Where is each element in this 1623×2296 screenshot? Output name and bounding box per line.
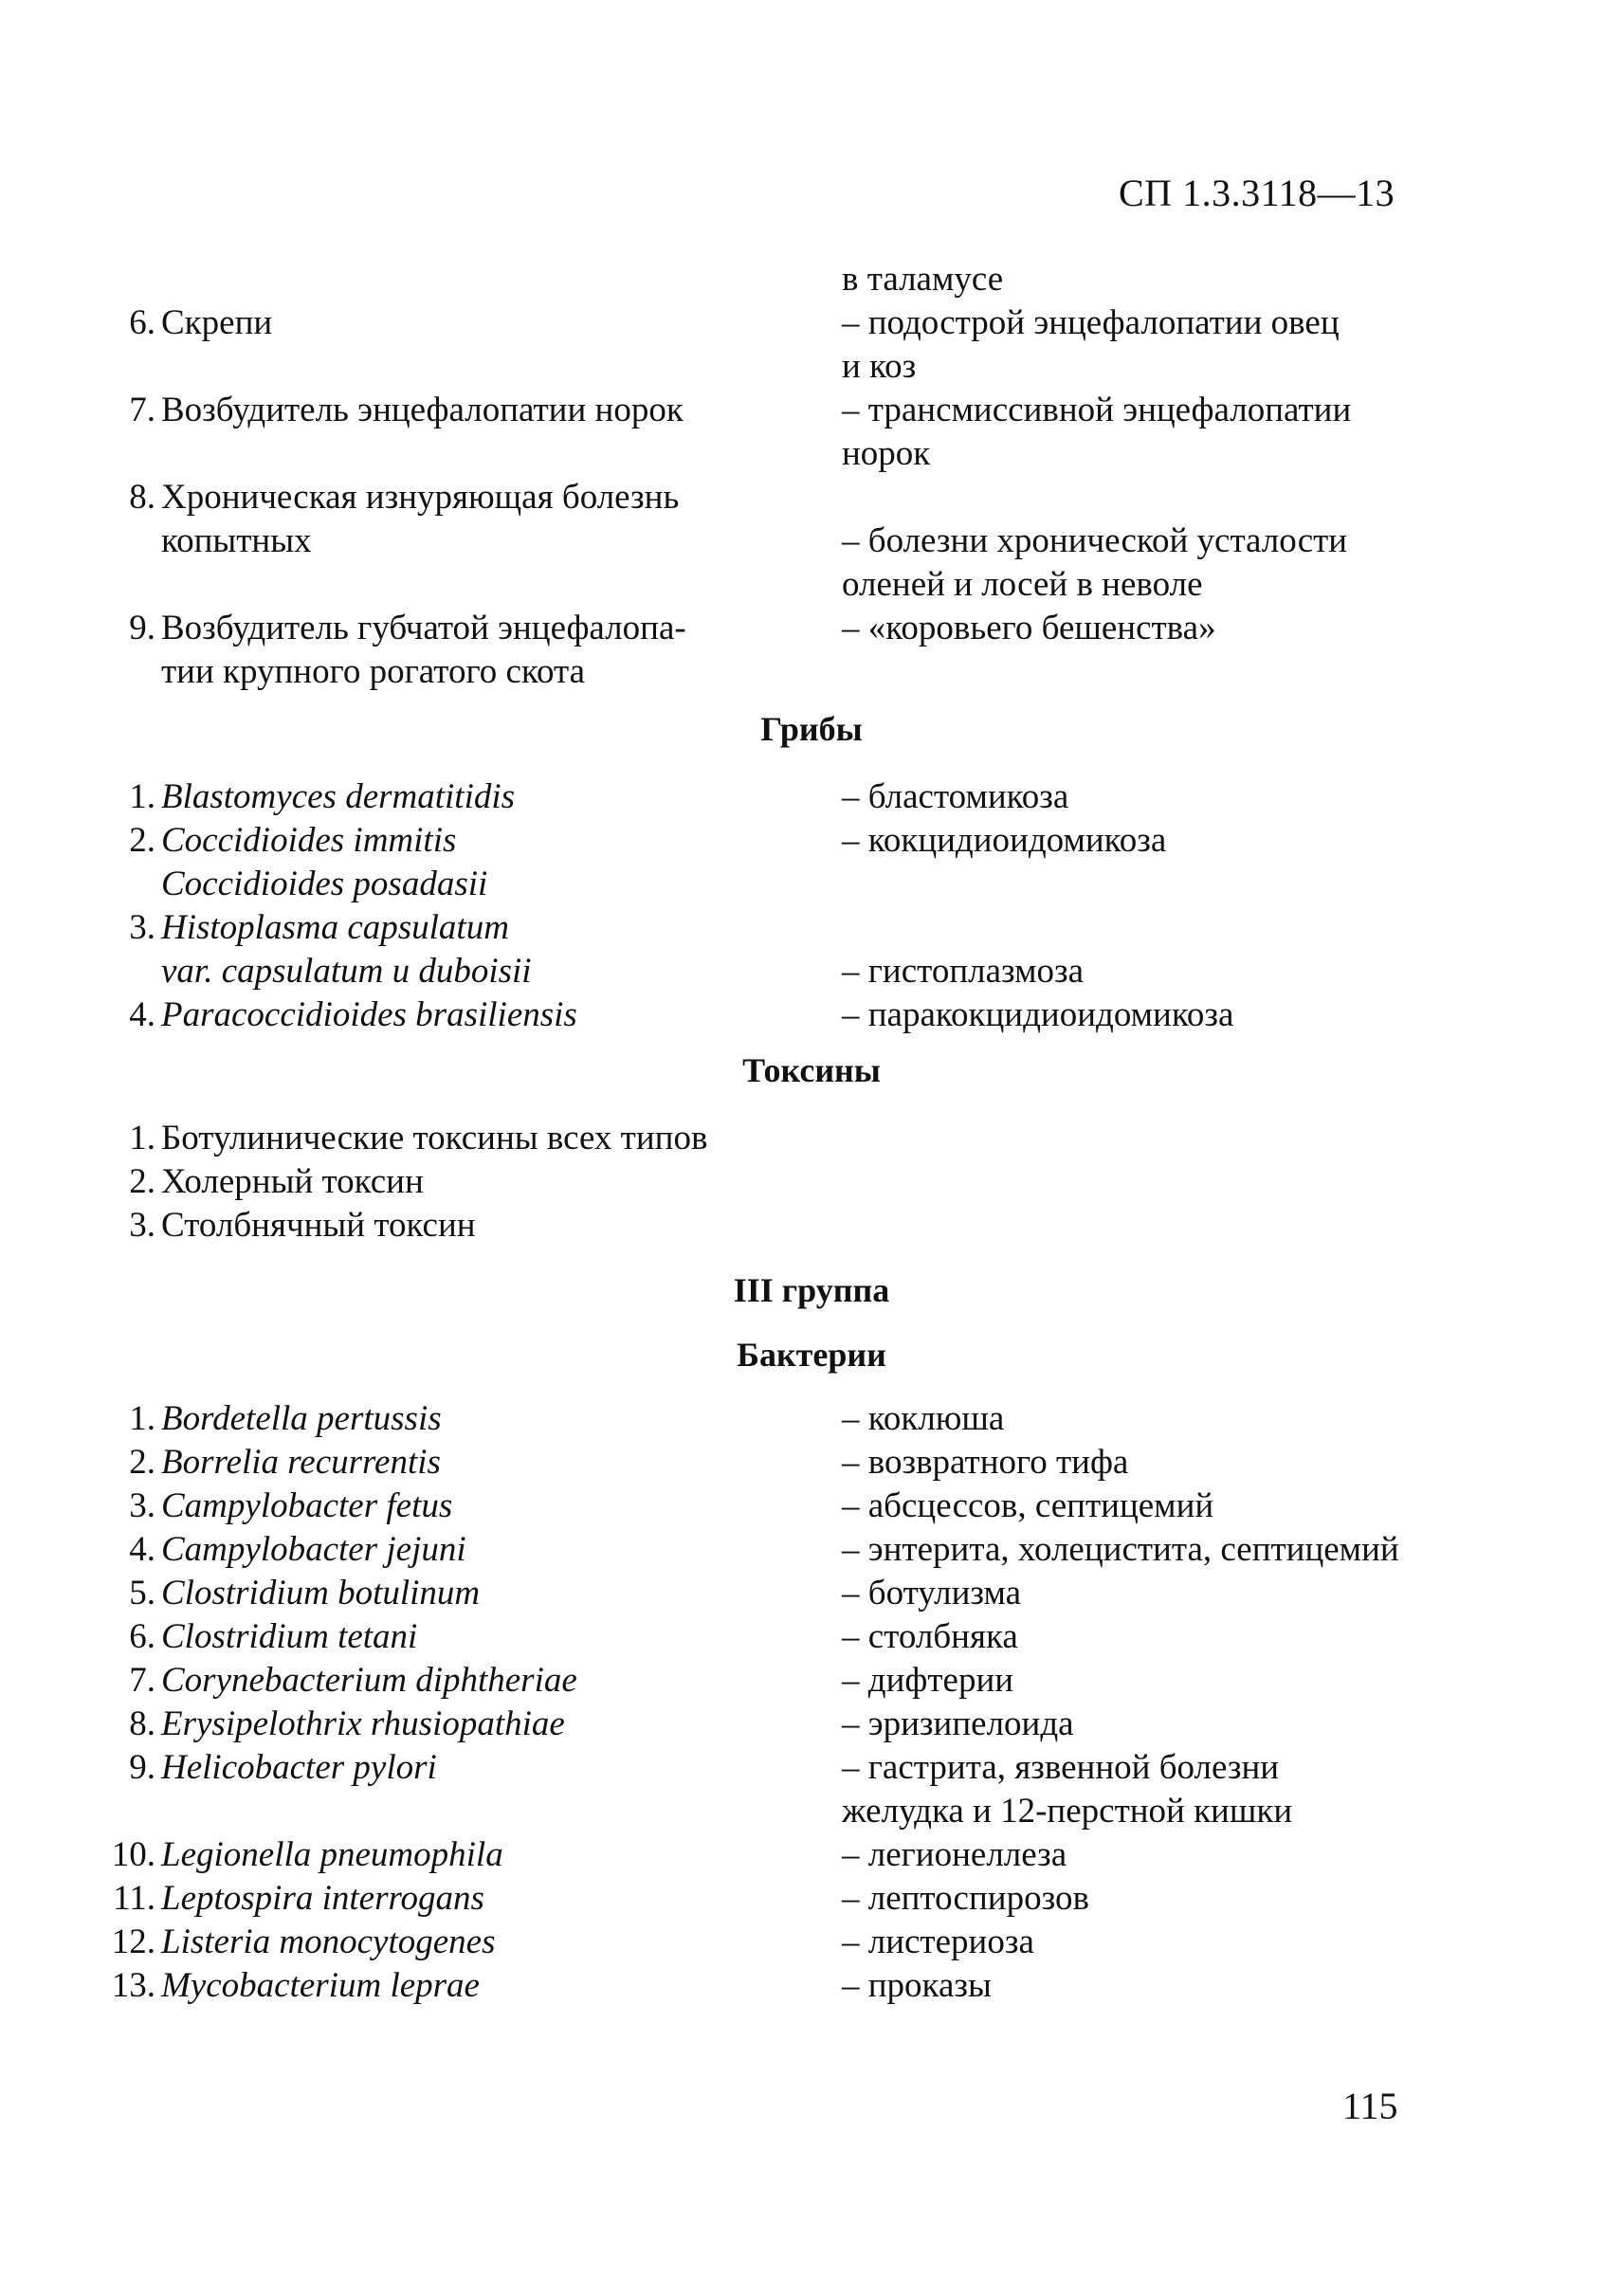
bacteria-item-12-disease: – листериоза (842, 1922, 1034, 1961)
item-number: 9. (129, 1748, 155, 1787)
bacteria-item-7-disease: – дифтерии (842, 1661, 1014, 1700)
fungi-item-3-name-1 (100, 906, 509, 950)
bacteria-item-2-disease: – возвратного тифа (842, 1443, 1129, 1482)
bacteria-item-1-name (100, 1397, 442, 1441)
item-number: 10. (111, 1835, 155, 1874)
bacteria-item-12-name (100, 1921, 495, 1964)
prion-item-7-disease-2: норок (842, 434, 931, 473)
item-number: 9. (129, 609, 155, 647)
item-number: 7. (129, 1661, 155, 1700)
item-number: 8. (129, 478, 155, 517)
item-name: Bordetella pertussis (161, 1399, 442, 1438)
item-number: 3. (129, 1486, 155, 1525)
fungi-item-3-name-2: var. capsulatum и duboisii (161, 952, 532, 991)
prion-item-6-name (100, 301, 272, 345)
item-name: Campylobacter jejuni (161, 1530, 466, 1569)
item-name: Clostridium tetani (161, 1617, 418, 1656)
item-name: Erysipelothrix rhusiopathiae (161, 1704, 565, 1743)
item-number: 4. (129, 995, 155, 1034)
item-name: Возбудитель энцефалопатии норок (161, 391, 684, 429)
item-name: Legionella pneumophila (161, 1835, 503, 1874)
bacteria-item-3-disease: – абсцессов, септицемий (842, 1486, 1214, 1525)
item-number: 2. (129, 1162, 155, 1201)
bacteria-item-4-name (100, 1528, 466, 1572)
toxin-item-3 (100, 1204, 476, 1248)
item-name: Corynebacterium diphtheriae (161, 1661, 577, 1700)
document-code: СП 1.3.3118—13 (1119, 172, 1395, 214)
item-name: Mycobacterium leprae (161, 1966, 480, 2005)
item-name: Clostridium botulinum (161, 1574, 481, 1613)
item-number: 2. (129, 1443, 155, 1482)
bacteria-item-9-name (100, 1746, 437, 1790)
prion-item-6-disease-2: и коз (842, 347, 917, 386)
prion-item-8-disease-1: – болезни хронической усталости (842, 521, 1348, 560)
page-number: 115 (1342, 2085, 1398, 2127)
section-heading-fungi: Грибы (760, 710, 863, 748)
item-number: 2. (129, 821, 155, 860)
item-number: 1. (129, 1119, 155, 1157)
bacteria-item-3-name (100, 1485, 452, 1528)
item-number: 1. (129, 777, 155, 816)
item-number: 12. (111, 1922, 155, 1961)
item-number: 6. (129, 303, 155, 342)
item-name: Campylobacter fetus (161, 1486, 453, 1525)
item-number: 13. (111, 1966, 155, 2005)
item-number: 7. (129, 391, 155, 429)
item-name: Холерный токсин (161, 1162, 424, 1201)
bacteria-item-6-name (100, 1615, 417, 1659)
fungi-item-4-disease: – паракокцидиоидомикоза (842, 995, 1234, 1034)
prion-item-9-name-1 (100, 607, 686, 650)
item-name: Helicobacter pylori (161, 1748, 437, 1787)
item-number: 11. (113, 1879, 155, 1918)
fungi-item-3-disease: – гистоплазмоза (842, 952, 1085, 991)
bacteria-item-10-name (100, 1833, 503, 1877)
fungi-item-2-name-1 (100, 819, 456, 863)
prion-item-7-name (100, 389, 684, 432)
prion-item-8-disease-2: оленей и лосей в неволе (842, 565, 1203, 604)
item-number: 5. (129, 1574, 155, 1613)
bacteria-item-2-name (100, 1441, 441, 1485)
bacteria-item-4-disease: – энтерита, холецистита, септицемий (842, 1530, 1399, 1569)
bacteria-item-5-name (100, 1572, 480, 1615)
fungi-item-4-name (100, 993, 577, 1037)
fungi-item-1-name (100, 775, 515, 819)
fungi-item-1-disease: – бластомикоза (842, 777, 1069, 816)
prion-item-6-disease-1: – подострой энцефалопатии овец (842, 303, 1340, 342)
item-number: 3. (129, 1206, 155, 1245)
toxin-item-1 (100, 1117, 707, 1160)
bacteria-item-11-disease: – лептоспирозов (842, 1879, 1089, 1918)
bacteria-item-8-name (100, 1703, 565, 1746)
item-name: Blastomyces dermatitidis (161, 777, 516, 816)
prion-item-8-name-2: копытных (161, 521, 312, 560)
bacteria-item-10-disease: – легионеллеза (842, 1835, 1067, 1874)
fungi-item-2-disease: – кокцидиоидомикоза (842, 821, 1167, 860)
prion-item-7-disease-1: – трансмиссивной энцефалопатии (842, 391, 1352, 429)
prion-item-9-disease-1: – «коровьего бешенства» (842, 609, 1216, 647)
item-number: 6. (129, 1617, 155, 1656)
item-name: Возбудитель губчатой энцефалопа- (161, 609, 686, 647)
item-name: Borrelia recurrentis (161, 1443, 441, 1482)
bacteria-item-9-disease-1: – гастрита, язвенной болезни (842, 1748, 1280, 1787)
prion-item-9-name-2: тии крупного рогатого скота (161, 652, 586, 691)
item-name: Leptospira interrogans (161, 1879, 484, 1918)
prion-item-8-name-1 (100, 476, 679, 519)
section-heading-toxins: Токсины (742, 1051, 881, 1089)
item-number: 8. (129, 1704, 155, 1743)
prion-carry-over: в таламусе (842, 260, 1004, 299)
item-number: 3. (129, 908, 155, 947)
item-name: Coccidioides immitis (161, 821, 457, 860)
bacteria-item-7-name (100, 1659, 577, 1703)
item-name: Paracoccidioides brasiliensis (161, 995, 577, 1034)
bacteria-item-13-disease: – проказы (842, 1966, 992, 2005)
item-name: Ботулинические токсины всех типов (161, 1119, 708, 1157)
bacteria-item-9-disease-2: желудка и 12-перстной кишки (842, 1792, 1293, 1831)
item-name: Столбнячный токсин (161, 1206, 476, 1245)
bacteria-item-5-disease: – ботулизма (842, 1574, 1022, 1613)
toxin-item-2 (100, 1160, 424, 1204)
bacteria-item-13-name (100, 1964, 480, 2008)
bacteria-item-1-disease: – коклюша (842, 1399, 1005, 1438)
bacteria-item-11-name (100, 1877, 484, 1921)
section-heading-group-3: III группа (733, 1271, 890, 1309)
item-number: 1. (129, 1399, 155, 1438)
item-name: Histoplasma capsulatum (161, 908, 509, 947)
section-heading-bacteria: Бактерии (737, 1336, 886, 1374)
item-name: Хроническая изнуряющая болезнь (161, 478, 680, 517)
item-number: 4. (129, 1530, 155, 1569)
fungi-item-2-name-2: Coccidioides posadasii (161, 865, 488, 903)
bacteria-item-6-disease: – столбняка (842, 1617, 1018, 1656)
item-name: Скрепи (161, 303, 273, 342)
bacteria-item-8-disease: – эризипелоида (842, 1704, 1074, 1743)
item-name: Listeria monocytogenes (161, 1922, 496, 1961)
